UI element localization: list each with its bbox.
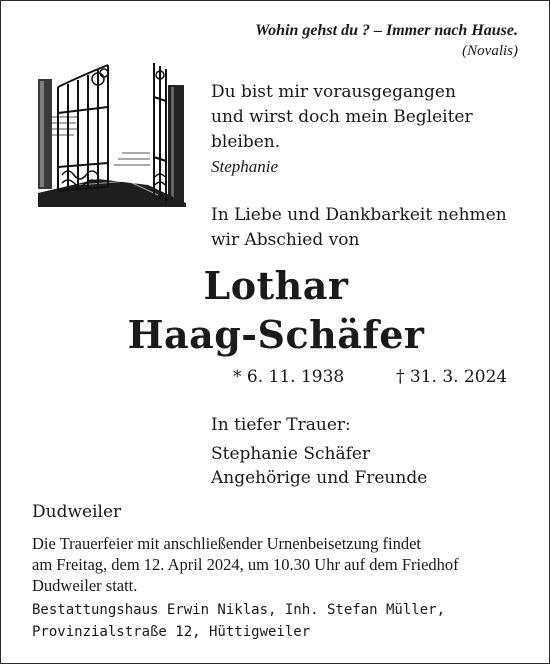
intro-line: wir Abschied von (211, 230, 360, 250)
service-line: Die Trauerfeier mit anschließender Urnenbeisetzung findet (32, 534, 421, 553)
motto-author: (Novalis) (462, 43, 518, 59)
intro-text (211, 203, 507, 253)
birth-date: * 6. 11. 1938 (233, 367, 345, 387)
death-date: † 31. 3. 2024 (396, 367, 508, 387)
verse (211, 80, 473, 155)
funeral-home-line: Provinzialstraße 12, Hüttigweiler (32, 624, 311, 640)
funeral-home (32, 599, 445, 643)
intro-line: In Liebe und Dankbarkeit nehmen (211, 205, 507, 225)
service-line: am Freitag, dem 12. April 2024, um 10.30 Uhr auf dem Friedhof (32, 555, 459, 574)
verse-line: Du bist mir vorausgegangen (211, 82, 456, 102)
service-info (32, 533, 527, 596)
deceased-last-name: Haag-Schäfer (127, 312, 425, 357)
mourner-name: Stephanie Schäfer (211, 444, 371, 464)
mourning-label: In tiefer Trauer: (211, 415, 351, 435)
verse-signature: Stephanie (211, 157, 279, 176)
place-name: Dudweiler (32, 502, 122, 522)
verse-line: bleiben. (211, 132, 281, 152)
mourners-list (211, 442, 427, 490)
funeral-home-line: Bestattungshaus Erwin Niklas, Inh. Stefan Müller, (32, 602, 446, 618)
motto-quote: Wohin gehst du ? – Immer nach Hause. (255, 22, 518, 39)
deceased-first-name: Lothar (203, 263, 349, 308)
service-line: Dudweiler statt. (32, 576, 138, 595)
motto (255, 21, 518, 61)
cemetery-gate-icon (38, 57, 186, 207)
mourner-name: Angehörige und Freunde (211, 468, 428, 488)
verse-line: und wirst doch mein Begleiter (211, 107, 473, 127)
